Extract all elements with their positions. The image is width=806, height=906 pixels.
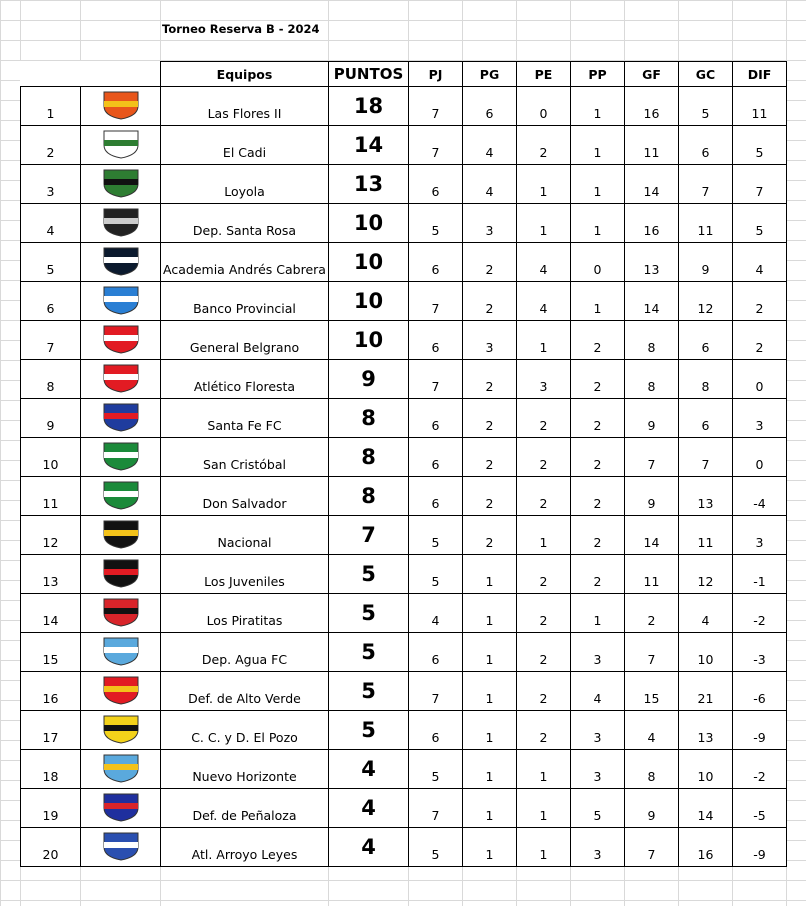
points-value: 9 xyxy=(329,360,409,399)
pj-value: 6 xyxy=(409,633,463,672)
pg-value: 1 xyxy=(463,672,517,711)
gf-value: 13 xyxy=(625,243,679,282)
pp-value: 2 xyxy=(571,360,625,399)
team-name: Atlético Floresta xyxy=(161,360,329,399)
header-puntos: PUNTOS xyxy=(329,62,409,87)
table-row xyxy=(21,360,787,399)
gc-value: 12 xyxy=(679,555,733,594)
team-name: Dep. Agua FC xyxy=(161,633,329,672)
position-cell: 10 xyxy=(21,438,81,477)
team-name: San Cristóbal xyxy=(161,438,329,477)
penaloza-crest-icon xyxy=(98,791,144,823)
piratitas-crest-icon xyxy=(98,596,144,628)
pg-value: 1 xyxy=(463,750,517,789)
points-value: 5 xyxy=(329,633,409,672)
points-value: 18 xyxy=(329,87,409,126)
gc-value: 7 xyxy=(679,165,733,204)
crest-cell xyxy=(81,165,161,204)
gc-value: 4 xyxy=(679,594,733,633)
header-row xyxy=(21,62,787,87)
pp-value: 5 xyxy=(571,789,625,828)
gc-value: 6 xyxy=(679,126,733,165)
crest-cell xyxy=(81,789,161,828)
team-name: Academia Andrés Cabrera xyxy=(161,243,329,282)
dif-value: 2 xyxy=(733,321,787,360)
table-title: Torneo Reserva B - 2024 xyxy=(162,22,320,36)
pe-value: 2 xyxy=(517,399,571,438)
pe-value: 1 xyxy=(517,789,571,828)
gc-value: 6 xyxy=(679,321,733,360)
pg-value: 1 xyxy=(463,828,517,867)
team-name: Don Salvador xyxy=(161,477,329,516)
pj-value: 5 xyxy=(409,555,463,594)
pe-value: 2 xyxy=(517,126,571,165)
crest-cell xyxy=(81,711,161,750)
team-name: C. C. y D. El Pozo xyxy=(161,711,329,750)
dif-value: -2 xyxy=(733,750,787,789)
table-row xyxy=(21,87,787,126)
table-row xyxy=(21,672,787,711)
pe-value: 1 xyxy=(517,321,571,360)
gc-value: 11 xyxy=(679,516,733,555)
pg-value: 2 xyxy=(463,399,517,438)
dif-value: 5 xyxy=(733,204,787,243)
position-cell: 4 xyxy=(21,204,81,243)
gc-value: 13 xyxy=(679,711,733,750)
points-value: 4 xyxy=(329,750,409,789)
san-cristobal-crest-icon xyxy=(98,440,144,472)
team-name: Nacional xyxy=(161,516,329,555)
dif-value: 3 xyxy=(733,516,787,555)
pj-value: 5 xyxy=(409,828,463,867)
pe-value: 1 xyxy=(517,750,571,789)
pp-value: 2 xyxy=(571,399,625,438)
points-value: 5 xyxy=(329,711,409,750)
table-row xyxy=(21,126,787,165)
pp-value: 3 xyxy=(571,750,625,789)
header-pos-blank xyxy=(21,62,81,87)
pp-value: 3 xyxy=(571,711,625,750)
points-value: 10 xyxy=(329,204,409,243)
pp-value: 2 xyxy=(571,438,625,477)
pg-value: 6 xyxy=(463,87,517,126)
dif-value: -9 xyxy=(733,828,787,867)
position-cell: 6 xyxy=(21,282,81,321)
gc-value: 7 xyxy=(679,438,733,477)
gf-value: 9 xyxy=(625,789,679,828)
pj-value: 7 xyxy=(409,282,463,321)
gc-value: 5 xyxy=(679,87,733,126)
position-cell: 14 xyxy=(21,594,81,633)
crest-cell xyxy=(81,477,161,516)
position-cell: 8 xyxy=(21,360,81,399)
gf-value: 9 xyxy=(625,399,679,438)
crest-cell xyxy=(81,828,161,867)
pp-value: 2 xyxy=(571,477,625,516)
pj-value: 7 xyxy=(409,672,463,711)
pg-value: 4 xyxy=(463,126,517,165)
gf-value: 4 xyxy=(625,711,679,750)
table-row xyxy=(21,477,787,516)
pj-value: 6 xyxy=(409,165,463,204)
horizonte-crest-icon xyxy=(98,752,144,784)
pj-value: 5 xyxy=(409,750,463,789)
table-row xyxy=(21,516,787,555)
position-cell: 7 xyxy=(21,321,81,360)
pj-value: 6 xyxy=(409,438,463,477)
gc-value: 16 xyxy=(679,828,733,867)
pe-value: 2 xyxy=(517,633,571,672)
dif-value: 7 xyxy=(733,165,787,204)
team-name: Def. de Peñaloza xyxy=(161,789,329,828)
pj-value: 7 xyxy=(409,87,463,126)
gf-value: 14 xyxy=(625,282,679,321)
position-cell: 19 xyxy=(21,789,81,828)
position-cell: 5 xyxy=(21,243,81,282)
dif-value: 5 xyxy=(733,126,787,165)
table-row xyxy=(21,282,787,321)
header-gf: GF xyxy=(625,62,679,87)
pp-value: 1 xyxy=(571,165,625,204)
nacional-crest-icon xyxy=(98,518,144,550)
points-value: 8 xyxy=(329,438,409,477)
table-row xyxy=(21,438,787,477)
points-value: 14 xyxy=(329,126,409,165)
floresta-crest-icon xyxy=(98,362,144,394)
position-cell: 18 xyxy=(21,750,81,789)
santa-rosa-crest-icon xyxy=(98,206,144,238)
table-row xyxy=(21,321,787,360)
team-name: Los Piratitas xyxy=(161,594,329,633)
gc-value: 6 xyxy=(679,399,733,438)
table-row xyxy=(21,204,787,243)
pp-value: 4 xyxy=(571,672,625,711)
dif-value: -2 xyxy=(733,594,787,633)
juveniles-crest-icon xyxy=(98,557,144,589)
team-name: Atl. Arroyo Leyes xyxy=(161,828,329,867)
gf-value: 2 xyxy=(625,594,679,633)
pp-value: 1 xyxy=(571,87,625,126)
pp-value: 3 xyxy=(571,633,625,672)
table-row xyxy=(21,399,787,438)
table-row xyxy=(21,243,787,282)
table-row xyxy=(21,750,787,789)
pg-value: 1 xyxy=(463,594,517,633)
gf-value: 14 xyxy=(625,516,679,555)
dif-value: -5 xyxy=(733,789,787,828)
points-value: 4 xyxy=(329,828,409,867)
position-cell: 1 xyxy=(21,87,81,126)
pe-value: 1 xyxy=(517,516,571,555)
header-pg: PG xyxy=(463,62,517,87)
pj-value: 5 xyxy=(409,204,463,243)
pg-value: 1 xyxy=(463,789,517,828)
pg-value: 3 xyxy=(463,204,517,243)
gf-value: 11 xyxy=(625,555,679,594)
table-row xyxy=(21,789,787,828)
dif-value: 4 xyxy=(733,243,787,282)
crest-cell xyxy=(81,126,161,165)
gc-value: 11 xyxy=(679,204,733,243)
gf-value: 11 xyxy=(625,126,679,165)
dif-value: 11 xyxy=(733,87,787,126)
pp-value: 2 xyxy=(571,516,625,555)
team-name: General Belgrano xyxy=(161,321,329,360)
pg-value: 2 xyxy=(463,243,517,282)
gc-value: 9 xyxy=(679,243,733,282)
points-value: 13 xyxy=(329,165,409,204)
team-name: Los Juveniles xyxy=(161,555,329,594)
dif-value: -3 xyxy=(733,633,787,672)
pe-value: 2 xyxy=(517,477,571,516)
header-equipos: Equipos xyxy=(161,62,329,87)
position-cell: 12 xyxy=(21,516,81,555)
alto-verde-crest-icon xyxy=(98,674,144,706)
pp-value: 2 xyxy=(571,555,625,594)
crest-cell xyxy=(81,438,161,477)
crest-cell xyxy=(81,87,161,126)
gf-value: 16 xyxy=(625,87,679,126)
position-cell: 15 xyxy=(21,633,81,672)
crest-cell xyxy=(81,750,161,789)
gf-value: 14 xyxy=(625,165,679,204)
team-name: El Cadi xyxy=(161,126,329,165)
pg-value: 2 xyxy=(463,438,517,477)
team-name: Def. de Alto Verde xyxy=(161,672,329,711)
pj-value: 4 xyxy=(409,594,463,633)
crest-cell xyxy=(81,672,161,711)
dif-value: 0 xyxy=(733,360,787,399)
pj-value: 6 xyxy=(409,711,463,750)
team-name: Banco Provincial xyxy=(161,282,329,321)
pp-value: 3 xyxy=(571,828,625,867)
points-value: 8 xyxy=(329,399,409,438)
gf-value: 9 xyxy=(625,477,679,516)
santa-fe-crest-icon xyxy=(98,401,144,433)
pe-value: 1 xyxy=(517,828,571,867)
dif-value: 2 xyxy=(733,282,787,321)
pp-value: 0 xyxy=(571,243,625,282)
pe-value: 3 xyxy=(517,360,571,399)
banco-crest-icon xyxy=(98,284,144,316)
points-value: 5 xyxy=(329,672,409,711)
position-cell: 11 xyxy=(21,477,81,516)
crest-cell xyxy=(81,399,161,438)
points-value: 5 xyxy=(329,594,409,633)
table-row xyxy=(21,594,787,633)
pg-value: 1 xyxy=(463,555,517,594)
gf-value: 15 xyxy=(625,672,679,711)
pe-value: 2 xyxy=(517,555,571,594)
gc-value: 14 xyxy=(679,789,733,828)
points-value: 4 xyxy=(329,789,409,828)
arroyo-leyes-crest-icon xyxy=(98,830,144,862)
gc-value: 12 xyxy=(679,282,733,321)
header-pj: PJ xyxy=(409,62,463,87)
gc-value: 10 xyxy=(679,633,733,672)
dif-value: -6 xyxy=(733,672,787,711)
pe-value: 0 xyxy=(517,87,571,126)
points-value: 8 xyxy=(329,477,409,516)
crest-cell xyxy=(81,633,161,672)
pj-value: 6 xyxy=(409,243,463,282)
pg-value: 4 xyxy=(463,165,517,204)
table-row xyxy=(21,711,787,750)
team-name: Loyola xyxy=(161,165,329,204)
pe-value: 2 xyxy=(517,672,571,711)
position-cell: 20 xyxy=(21,828,81,867)
crest-cell xyxy=(81,321,161,360)
crest-cell xyxy=(81,204,161,243)
pj-value: 6 xyxy=(409,477,463,516)
team-name: Nuevo Horizonte xyxy=(161,750,329,789)
position-cell: 3 xyxy=(21,165,81,204)
team-name: Las Flores II xyxy=(161,87,329,126)
dif-value: 0 xyxy=(733,438,787,477)
pj-value: 6 xyxy=(409,399,463,438)
crest-cell xyxy=(81,555,161,594)
don-salvador-crest-icon xyxy=(98,479,144,511)
gc-value: 21 xyxy=(679,672,733,711)
pe-value: 1 xyxy=(517,165,571,204)
pp-value: 1 xyxy=(571,282,625,321)
academia-crest-icon xyxy=(98,245,144,277)
pp-value: 1 xyxy=(571,204,625,243)
flores-crest-icon xyxy=(98,89,144,121)
gf-value: 7 xyxy=(625,633,679,672)
table-row xyxy=(21,828,787,867)
pj-value: 7 xyxy=(409,789,463,828)
dif-value: 3 xyxy=(733,399,787,438)
gf-value: 8 xyxy=(625,360,679,399)
pp-value: 1 xyxy=(571,594,625,633)
position-cell: 13 xyxy=(21,555,81,594)
pg-value: 2 xyxy=(463,360,517,399)
pg-value: 2 xyxy=(463,516,517,555)
table-row xyxy=(21,165,787,204)
header-pp: PP xyxy=(571,62,625,87)
gc-value: 10 xyxy=(679,750,733,789)
points-value: 5 xyxy=(329,555,409,594)
pp-value: 1 xyxy=(571,126,625,165)
pe-value: 4 xyxy=(517,282,571,321)
pe-value: 1 xyxy=(517,204,571,243)
crest-cell xyxy=(81,516,161,555)
agua-crest-icon xyxy=(98,635,144,667)
table-row xyxy=(21,633,787,672)
gf-value: 7 xyxy=(625,438,679,477)
cadi-crest-icon xyxy=(98,128,144,160)
team-name: Dep. Santa Rosa xyxy=(161,204,329,243)
table-row xyxy=(21,555,787,594)
points-value: 10 xyxy=(329,243,409,282)
pe-value: 2 xyxy=(517,594,571,633)
el-pozo-crest-icon xyxy=(98,713,144,745)
pe-value: 2 xyxy=(517,438,571,477)
points-value: 10 xyxy=(329,321,409,360)
pg-value: 1 xyxy=(463,633,517,672)
pj-value: 7 xyxy=(409,360,463,399)
pg-value: 3 xyxy=(463,321,517,360)
header-pe: PE xyxy=(517,62,571,87)
team-name: Santa Fe FC xyxy=(161,399,329,438)
position-cell: 2 xyxy=(21,126,81,165)
gf-value: 8 xyxy=(625,750,679,789)
position-cell: 16 xyxy=(21,672,81,711)
dif-value: -4 xyxy=(733,477,787,516)
pj-value: 6 xyxy=(409,321,463,360)
dif-value: -1 xyxy=(733,555,787,594)
pj-value: 5 xyxy=(409,516,463,555)
gc-value: 8 xyxy=(679,360,733,399)
gf-value: 16 xyxy=(625,204,679,243)
pg-value: 2 xyxy=(463,282,517,321)
pg-value: 1 xyxy=(463,711,517,750)
belgrano-crest-icon xyxy=(98,323,144,355)
header-gc: GC xyxy=(679,62,733,87)
dif-value: -9 xyxy=(733,711,787,750)
crest-cell xyxy=(81,282,161,321)
pj-value: 7 xyxy=(409,126,463,165)
standings-table xyxy=(20,61,787,867)
pg-value: 2 xyxy=(463,477,517,516)
loyola-crest-icon xyxy=(98,167,144,199)
position-cell: 17 xyxy=(21,711,81,750)
gf-value: 7 xyxy=(625,828,679,867)
pp-value: 2 xyxy=(571,321,625,360)
points-value: 10 xyxy=(329,282,409,321)
pe-value: 2 xyxy=(517,711,571,750)
crest-cell xyxy=(81,243,161,282)
crest-cell xyxy=(81,360,161,399)
pe-value: 4 xyxy=(517,243,571,282)
points-value: 7 xyxy=(329,516,409,555)
position-cell: 9 xyxy=(21,399,81,438)
crest-cell xyxy=(81,594,161,633)
header-dif: DIF xyxy=(733,62,787,87)
gc-value: 13 xyxy=(679,477,733,516)
gf-value: 8 xyxy=(625,321,679,360)
header-crest-blank xyxy=(81,62,161,87)
